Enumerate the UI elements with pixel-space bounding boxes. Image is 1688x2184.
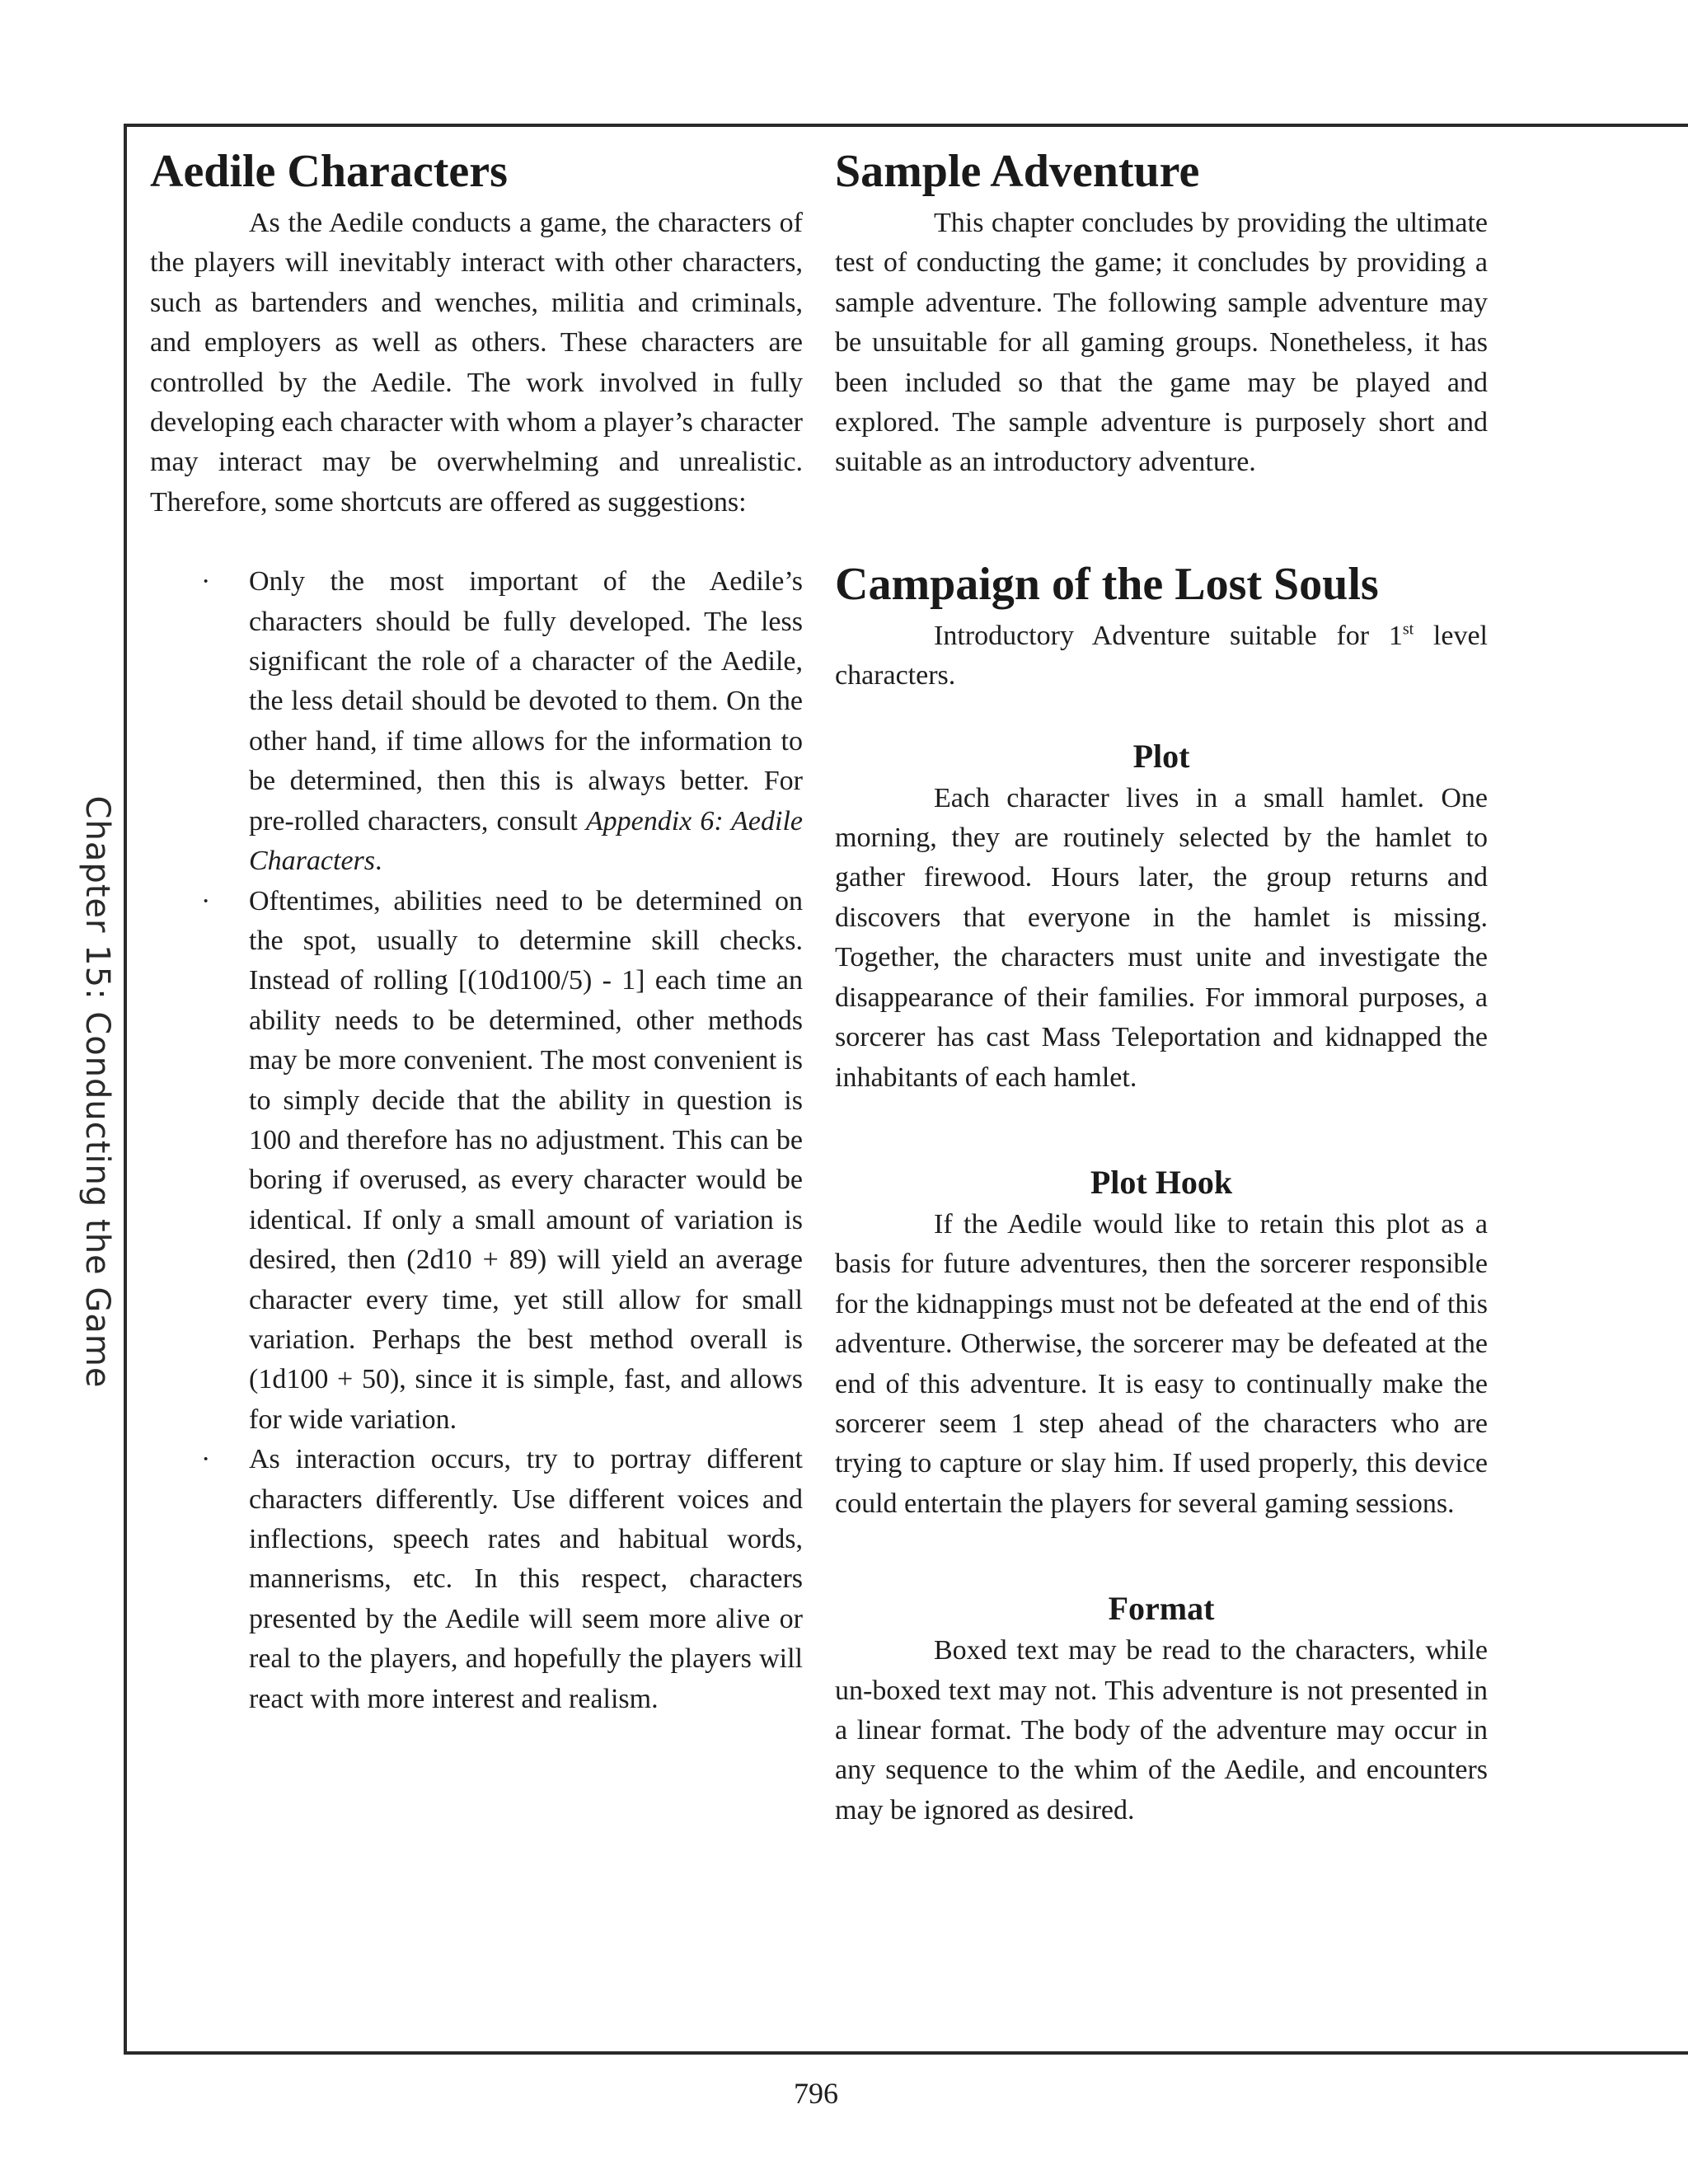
- shortcut-item-3: [150, 1440, 803, 1719]
- campaign-heading: Campaign of the Lost Souls: [835, 558, 1379, 610]
- shortcut-text: As interaction occurs, try to portray different characters differently. Use different voices and inflections, speech rates and habitual words, mannerisms, etc. In this respect, characters presented by the Aedile will seem more alive or real to the players, and hopefully the players will react with more interest and realism.: [249, 1444, 803, 1714]
- bullet-marker: ·: [201, 566, 211, 598]
- appendix-reference: Appendix 6: Aedile Characters: [249, 805, 803, 877]
- sample-adventure-heading: Sample Adventure: [835, 146, 1200, 197]
- right-column: [835, 144, 1488, 1830]
- aedile-characters-intro: As the Aedile conducts a game, the characters of the players will inevitably interact with other characters, such as bartenders and wenches, militia and criminals, and employers as well as others. These characters are controlled by the Aedile. The work involved in fully developing each character with whom a player’s character may interact may be overwhelming and unrealistic. Therefore, some shortcuts are offered as suggestions:: [150, 208, 803, 518]
- shortcut-end: .: [375, 846, 382, 877]
- format-text: Boxed text may be read to the characters, while un-boxed text may not. This adventure is not presented in a linear format. The body of the adventure may occur in any sequence to the whim of the Aedile, and encounters may be ignored as desired.: [835, 1635, 1488, 1825]
- plot-heading: Plot: [1132, 737, 1190, 775]
- chapter-side-label: Chapter 15: Conducting the Game: [78, 795, 116, 1389]
- sample-adventure-text: This chapter concludes by providing the ultimate test of conducting the game; it concludes by providing a sample adventure. The following sample adventure may be unsuitable for all gaming groups. Nonetheless, it has been included so that the game may be played and explored. The sample adventure is purposely short and suitable as an introductory adventure.: [835, 208, 1488, 478]
- campaign-intro: Introductory Adventure suitable for 1st level characters.: [835, 620, 1488, 691]
- left-column: [150, 144, 803, 1719]
- aedile-characters-heading: Aedile Characters: [150, 146, 508, 197]
- shortcut-text: Only the most important of the Aedile’s characters should be fully developed. The less significant the role of a character of the Aedile, the less detail should be devoted to them. On the other hand, if time allows for the information to be determined, then this is always better. For pre-rolled characters, consult: [249, 566, 803, 837]
- bullet-marker: ·: [201, 885, 211, 916]
- shortcut-item-2: [150, 882, 803, 1441]
- shortcut-text: Oftentimes, abilities need to be determined on the spot, usually to determine skill checks. Instead of rolling [(10d100/5) - 1] each time an ability needs to be determined, other methods may be more convenient. The most convenient is to simply decide that the ability in question is 100 and therefore has no adjustment. This can be boring if overused, as every character would be identical. If only a small amount of variation is desired, then (2d10 + 89) will yield an average character every time, yet still allow for small variation. Perhaps the best method overall is (1d100 + 50), since it is simple, fast, and allows for wide variation.: [249, 885, 803, 1435]
- shortcut-list: [150, 562, 803, 1719]
- format-heading: Format: [1108, 1590, 1215, 1628]
- bullet-marker: ·: [201, 1444, 211, 1475]
- plot-hook-heading: Plot Hook: [1090, 1163, 1233, 1201]
- shortcut-item-1: [150, 562, 803, 881]
- plot-hook-text: If the Aedile would like to retain this plot as a basis for future adventures, then the sorcerer responsible for the kidnappings must not be defeated at the end of this adventure. Otherwise, the sorcerer may be defeated at the end of this adventure. It is easy to continually make the sorcerer seem 1 step ahead of the characters who are trying to capture or slay him. If used properly, this device could entertain the players for several gaming sessions.: [835, 1208, 1488, 1519]
- page-number: 796: [794, 2077, 838, 2110]
- plot-text: Each character lives in a small hamlet. One morning, they are routinely selected by the hamlet to gather firewood. Hours later, the group returns and discovers that everyone in the hamlet is missing. Together, the characters must unite and investigate the disappearance of their families. For immoral purposes, a sorcerer has cast Mass Teleportation and kidnapped the inhabitants of each hamlet.: [835, 782, 1488, 1093]
